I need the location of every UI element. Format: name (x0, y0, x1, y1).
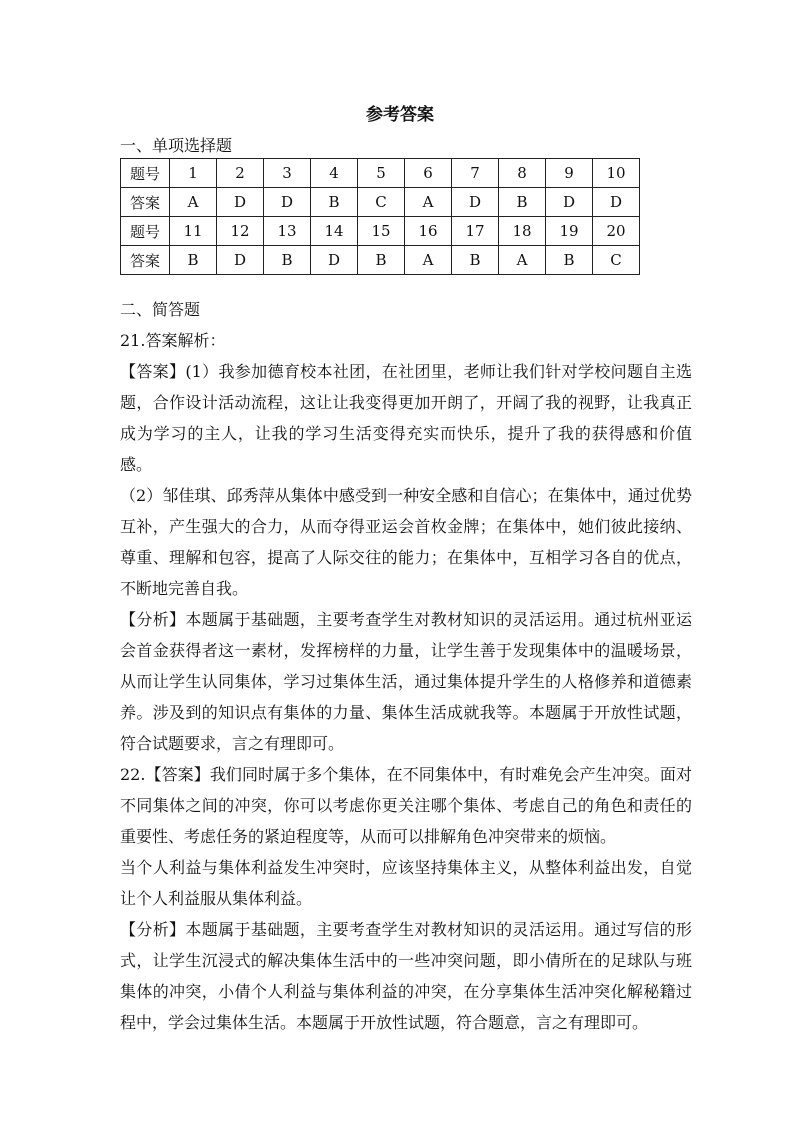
table-cell: 16 (405, 217, 452, 246)
table-cell: D (217, 246, 264, 275)
row-label: 答案 (121, 246, 170, 275)
table-cell: B (452, 246, 499, 275)
table-cell: B (170, 246, 217, 275)
table-cell: 13 (264, 217, 311, 246)
table-cell: 6 (405, 159, 452, 188)
table-cell: D (217, 188, 264, 217)
q21-answer-part1: 【答案】(1）我参加德育校本社团，在社团里，老师让我们针对学校问题自主选题，合作设计活动流程，这让让我变得更加开朗了，开阔了我的视野，让我真正成为学习的主人，让我的学习生活变得充实而快乐，提升了我的获得感和价值感。 (120, 362, 692, 474)
section-heading-choice: 一、单项选择题 (120, 136, 233, 155)
answer-body (120, 356, 692, 1038)
row-label: 题号 (121, 159, 170, 188)
table-cell: D (546, 188, 593, 217)
table-cell: A (405, 246, 452, 275)
table-cell: 15 (358, 217, 405, 246)
table-cell: 8 (499, 159, 546, 188)
table-cell: 5 (358, 159, 405, 188)
table-cell: 19 (546, 217, 593, 246)
table-cell: 11 (170, 217, 217, 246)
table-cell: C (358, 188, 405, 217)
table-cell: 12 (217, 217, 264, 246)
table-cell: B (546, 246, 593, 275)
table-cell: 17 (452, 217, 499, 246)
table-cell: A (170, 188, 217, 217)
table-cell: B (358, 246, 405, 275)
section-heading-short-answer: 二、简答题 (120, 300, 201, 319)
page-title: 参考答案 (366, 105, 434, 125)
table-cell: B (264, 246, 311, 275)
table-row (121, 246, 640, 275)
q22-analysis: 【分析】本题属于基础题，主要考查学生对教材知识的灵活运用。通过写信的形式，让学生沉浸式的解决集体生活中的一些冲突问题，即小倩所在的足球队与班集体的冲突，小倩个人利益与集体利益的冲突，在分享集体生活冲突化解秘籍过程中，学会过集体生活。本题属于开放性试题，符合题意，言之有理即可。 (120, 920, 692, 1032)
table-cell: A (405, 188, 452, 217)
q22-answer-part1: 22.【答案】我们同时属于多个集体，在不同集体中，有时难免会产生冲突。面对不同集体之间的冲突，你可以考虑你更关注哪个集体、考虑自己的角色和责任的重要性、考虑任务的紧迫程度等，从而可以排解角色冲突带来的烦恼。 (120, 765, 692, 846)
table-cell: 1 (170, 159, 217, 188)
table-cell: 4 (311, 159, 358, 188)
table-cell: B (499, 188, 546, 217)
table-cell: 2 (217, 159, 264, 188)
table-cell: 10 (593, 159, 640, 188)
table-cell: 18 (499, 217, 546, 246)
q21-answer-part2: （2）邹佳琪、邱秀萍从集体中感受到一种安全感和自信心；在集体中，通过优势互补，产生强大的合力，从而夺得亚运会首枚金牌；在集体中，她们彼此接纳、尊重、理解和包容，提高了人际交往的能力；在集体中，互相学习各自的优点，不断地完善自我。 (120, 486, 692, 598)
table-cell: D (452, 188, 499, 217)
row-label: 答案 (121, 188, 170, 217)
q21-heading: 21.答案解析： (120, 331, 226, 350)
table-row (121, 217, 640, 246)
table-row (121, 159, 640, 188)
table-cell: D (593, 188, 640, 217)
table-cell: 7 (452, 159, 499, 188)
table-cell: 14 (311, 217, 358, 246)
q22-answer-part2: 当个人利益与集体利益发生冲突时，应该坚持集体主义，从整体利益出发，自觉让个人利益服从集体利益。 (120, 858, 692, 908)
table-cell: D (311, 246, 358, 275)
answer-table (120, 158, 640, 275)
table-cell: D (264, 188, 311, 217)
table-row (121, 188, 640, 217)
table-cell: 9 (546, 159, 593, 188)
table-cell: A (499, 246, 546, 275)
q21-analysis: 【分析】本题属于基础题，主要考查学生对教材知识的灵活运用。通过杭州亚运会首金获得者这一素材，发挥榜样的力量，让学生善于发现集体中的温暖场景，从而让学生认同集体，学习过集体生活，通过集体提升学生的人格修养和道德素养。涉及到的知识点有集体的力量、集体生活成就我等。本题属于开放性试题，符合试题要求，言之有理即可。 (120, 610, 692, 753)
row-label: 题号 (121, 217, 170, 246)
table-cell: 3 (264, 159, 311, 188)
table-cell: B (311, 188, 358, 217)
table-cell: 20 (593, 217, 640, 246)
table-cell: C (593, 246, 640, 275)
